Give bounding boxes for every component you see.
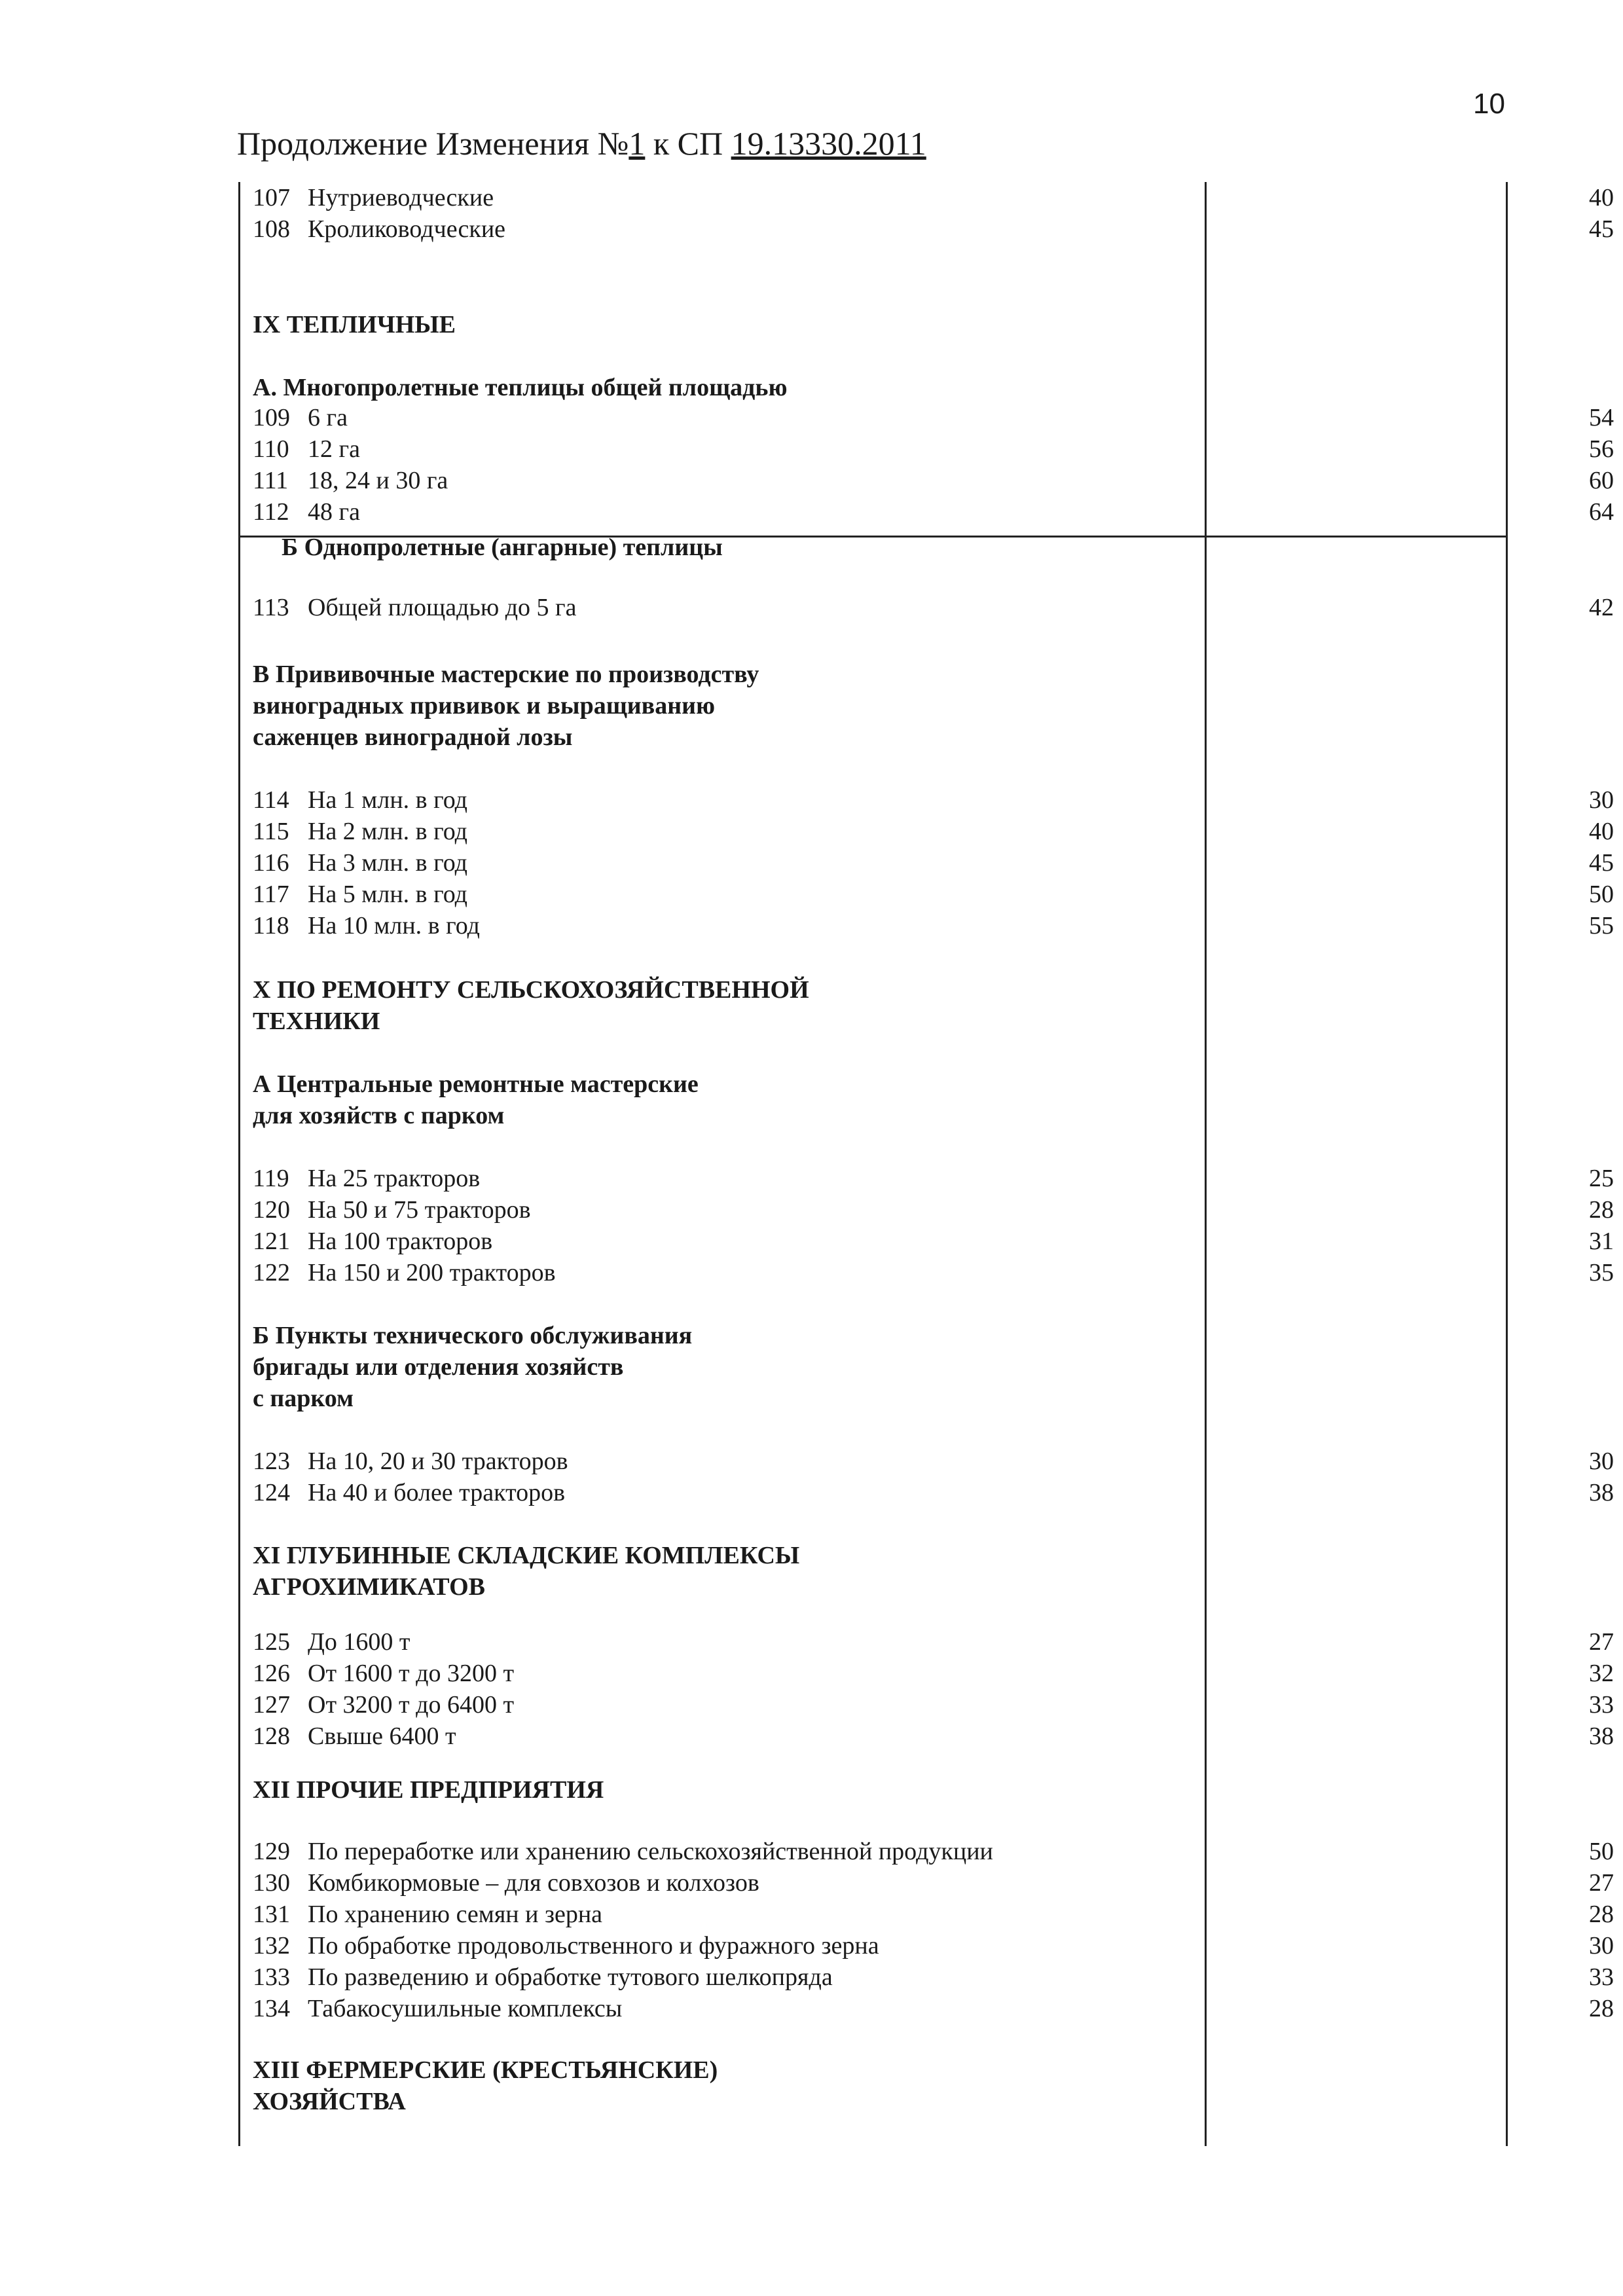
row-number: 120 <box>253 1196 290 1224</box>
row-value: 35 <box>1589 1259 1614 1286</box>
table-row <box>253 1477 1623 1508</box>
row-label: На 10, 20 и 30 тракторов <box>308 1448 568 1475</box>
table-row <box>253 1689 1623 1721</box>
table-row <box>253 816 1623 847</box>
table-row <box>253 910 1623 941</box>
table-row <box>253 1257 1623 1288</box>
row-value: 40 <box>1589 184 1614 211</box>
row-value: 45 <box>1589 849 1614 877</box>
header-prefix: Продолжение Изменения № <box>237 125 629 162</box>
page-header <box>237 124 926 162</box>
row-label: 12 га <box>308 435 360 463</box>
row-label: На 50 и 75 тракторов <box>308 1196 531 1224</box>
table-row <box>253 433 1623 465</box>
row-value: 30 <box>1589 1448 1614 1475</box>
row-number: 119 <box>253 1165 289 1192</box>
row-label: Общей площадью до 5 га <box>308 594 577 621</box>
table-row <box>253 1194 1623 1226</box>
row-label: На 100 тракторов <box>308 1228 493 1255</box>
row-number: 122 <box>253 1259 290 1286</box>
section-heading: XII ПРОЧИЕ ПРЕДПРИЯТИЯ <box>253 1776 604 1804</box>
section-heading: Б Пункты технического обслуживания бригады или отделения хозяйств с парком <box>253 1322 693 1412</box>
row-value: 32 <box>1589 1660 1614 1687</box>
table-row <box>253 1226 1623 1257</box>
row-label: По разведению и обработке тутового шелкопряда <box>308 1963 833 1991</box>
row-label: На 150 и 200 тракторов <box>308 1259 556 1286</box>
row-label: Кролиководческие <box>308 215 506 243</box>
row-number: 124 <box>253 1479 290 1506</box>
section-heading: XIII ФЕРМЕРСКИЕ (КРЕСТЬЯНСКИЕ) ХОЗЯЙСТВА <box>253 2056 718 2115</box>
row-label: На 10 млн. в год <box>308 912 480 939</box>
row-number: 107 <box>253 184 290 211</box>
row-value: 42 <box>1589 594 1614 621</box>
row-value: 28 <box>1589 1995 1614 2022</box>
row-value: 31 <box>1589 1228 1614 1255</box>
row-number: 121 <box>253 1228 290 1255</box>
row-label: Комбикормовые – для совхозов и колхозов <box>308 1869 759 1897</box>
row-number: 110 <box>253 435 289 463</box>
row-label: На 2 млн. в год <box>308 818 467 845</box>
row-number: 131 <box>253 1901 290 1928</box>
row-value: 50 <box>1589 1838 1614 1865</box>
table-left-border <box>238 182 240 2146</box>
section-heading: X ПО РЕМОНТУ СЕЛЬСКОХОЗЯЙСТВЕННОЙ ТЕХНИКИ <box>253 976 809 1035</box>
row-label: На 40 и более тракторов <box>308 1479 566 1506</box>
row-value: 25 <box>1589 1165 1614 1192</box>
table-row <box>253 1836 1623 1867</box>
row-number: 123 <box>253 1448 290 1475</box>
row-value: 33 <box>1589 1963 1614 1991</box>
row-number: 129 <box>253 1838 290 1865</box>
table-row <box>253 1867 1623 1899</box>
row-number: 115 <box>253 818 289 845</box>
table-row <box>253 1961 1623 1993</box>
row-label: По переработке или хранению сельскохозяйственной продукции <box>308 1838 993 1865</box>
row-number: 125 <box>253 1628 290 1656</box>
row-number: 112 <box>253 498 289 526</box>
row-value: 27 <box>1589 1628 1614 1656</box>
row-value: 64 <box>1589 498 1614 526</box>
table-row <box>253 784 1623 816</box>
row-label: От 1600 т до 3200 т <box>308 1660 515 1687</box>
row-number: 134 <box>253 1995 290 2022</box>
row-label: Свыше 6400 т <box>308 1722 456 1750</box>
row-value: 30 <box>1589 786 1614 814</box>
header-code: 19.13330.2011 <box>731 125 926 162</box>
row-value: 45 <box>1589 215 1614 243</box>
header-middle: к СП <box>645 125 731 162</box>
row-number: 127 <box>253 1691 290 1719</box>
table-row <box>253 1993 1623 2024</box>
row-label: На 1 млн. в год <box>308 786 467 814</box>
row-value: 56 <box>1589 435 1614 463</box>
row-label: 48 га <box>308 498 360 526</box>
row-number: 109 <box>253 404 290 431</box>
row-value: 38 <box>1589 1479 1614 1506</box>
row-value: 55 <box>1589 912 1614 939</box>
row-number: 117 <box>253 881 289 908</box>
row-value: 33 <box>1589 1691 1614 1719</box>
table-row <box>253 213 1623 245</box>
section-heading: А Центральные ремонтные мастерские для хозяйств с парком <box>253 1070 699 1129</box>
table-row <box>253 1626 1623 1658</box>
row-label: На 5 млн. в год <box>308 881 467 908</box>
row-number: 114 <box>253 786 289 814</box>
row-number: 128 <box>253 1722 290 1750</box>
row-value: 50 <box>1589 881 1614 908</box>
table-row <box>253 1899 1623 1930</box>
table-row <box>253 465 1623 496</box>
row-label: На 25 тракторов <box>308 1165 481 1192</box>
row-number: 132 <box>253 1932 290 1959</box>
row-number: 118 <box>253 912 289 939</box>
row-value: 30 <box>1589 1932 1614 1959</box>
row-value: 38 <box>1589 1722 1614 1750</box>
row-number: 108 <box>253 215 290 243</box>
row-number: 133 <box>253 1963 290 1991</box>
row-label: По обработке продовольственного и фуражного зерна <box>308 1932 879 1959</box>
section-heading: А. Многопролетные теплицы общей площадью <box>253 374 788 401</box>
section-heading: В Прививочные мастерские по производству виноградных прививок и выращиванию саженцев виноградной лозы <box>253 661 759 751</box>
table-row <box>253 1721 1623 1752</box>
row-value: 54 <box>1589 404 1614 431</box>
row-label: Нутриеводческие <box>308 184 494 211</box>
table-row <box>253 1163 1623 1194</box>
row-label: По хранению семян и зерна <box>308 1901 603 1928</box>
table-row <box>253 879 1623 910</box>
table-row <box>253 496 1623 528</box>
section-heading: IX ТЕПЛИЧНЫЕ <box>253 311 456 338</box>
row-number: 126 <box>253 1660 290 1687</box>
row-value: 28 <box>1589 1901 1614 1928</box>
row-label: До 1600 т <box>308 1628 410 1656</box>
row-label: От 3200 т до 6400 т <box>308 1691 515 1719</box>
row-value: 27 <box>1589 1869 1614 1897</box>
table-row <box>253 1446 1623 1477</box>
table-row <box>253 402 1623 433</box>
row-value: 28 <box>1589 1196 1614 1224</box>
row-value: 60 <box>1589 467 1614 494</box>
row-value: 40 <box>1589 818 1614 845</box>
row-label: 18, 24 и 30 га <box>308 467 448 494</box>
row-number: 130 <box>253 1869 290 1897</box>
row-number: 116 <box>253 849 289 877</box>
row-label: На 3 млн. в год <box>308 849 467 877</box>
row-label: 6 га <box>308 404 348 431</box>
section-heading: Б Однопролетные (ангарные) теплицы <box>282 534 723 561</box>
header-change-number: 1 <box>629 125 646 162</box>
row-label: Табакосушильные комплексы <box>308 1995 623 2022</box>
table-row <box>253 1658 1623 1689</box>
table-row <box>253 1930 1623 1961</box>
table-row <box>253 182 1623 213</box>
table-row <box>253 592 1623 623</box>
row-number: 113 <box>253 594 289 621</box>
section-heading: XI ГЛУБИННЫЕ СКЛАДСКИЕ КОМПЛЕКСЫ АГРОХИМИКАТОВ <box>253 1542 800 1601</box>
row-number: 111 <box>253 467 289 494</box>
page-number: 10 <box>1473 88 1505 120</box>
table-row <box>253 847 1623 879</box>
